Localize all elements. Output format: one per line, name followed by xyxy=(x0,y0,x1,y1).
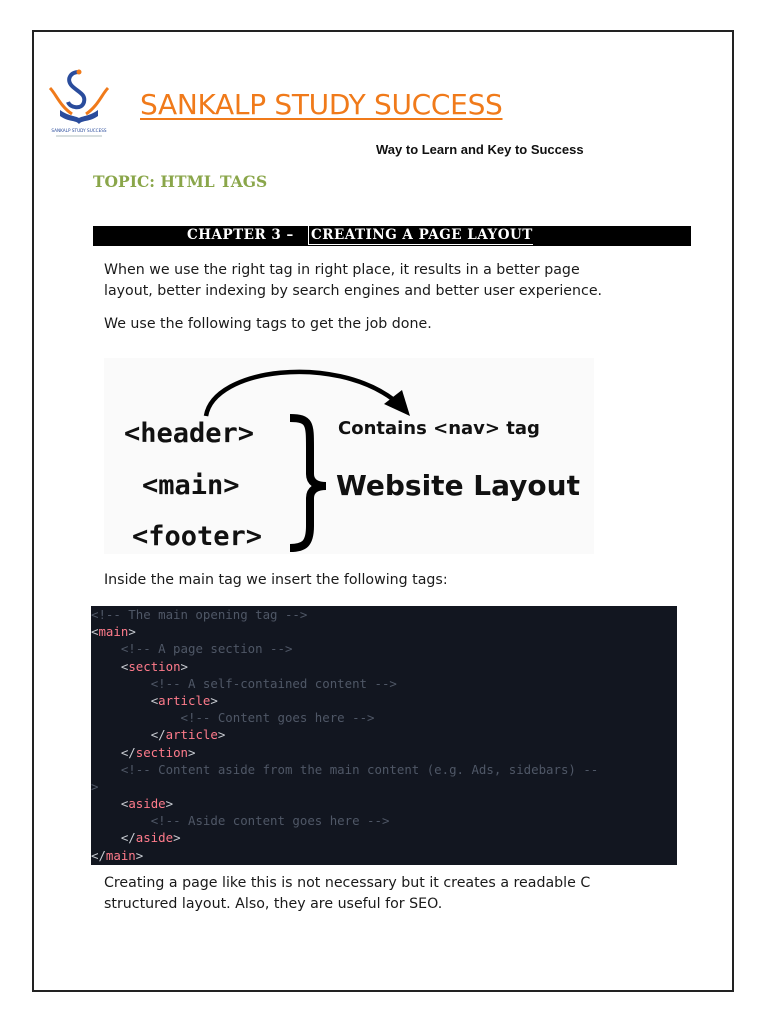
code-block xyxy=(91,606,677,865)
code-comment: <!-- A self-contained content --> xyxy=(150,675,397,691)
closing-line-1: Creating a page like this is not necessary but it creates a readable C xyxy=(104,875,591,891)
code-bracket: > xyxy=(128,624,136,640)
code-bracket: > xyxy=(187,744,196,760)
code-bracket: < xyxy=(91,624,99,640)
diagram-main-tag: <main> xyxy=(142,470,240,501)
code-tag-name: aside xyxy=(135,830,174,846)
code-tag-name: main xyxy=(105,847,136,863)
code-bracket: > xyxy=(210,692,218,708)
code-tag-name: article xyxy=(158,692,211,708)
code-bracket: < xyxy=(120,796,129,812)
code-line xyxy=(91,623,677,640)
tagline: Way to Learn and Key to Success xyxy=(376,142,584,157)
code-bracket: > xyxy=(173,830,181,846)
code-line xyxy=(91,692,677,709)
chapter-banner xyxy=(93,226,691,246)
code-comment: <!-- The main opening tag --> xyxy=(91,607,308,622)
code-bracket: </ xyxy=(150,727,166,743)
code-bracket: < xyxy=(150,692,159,708)
code-comment: > xyxy=(91,778,99,794)
code-line xyxy=(91,658,677,675)
code-comment: <!-- A page section --> xyxy=(120,641,293,657)
code-comment: <!-- Aside content goes here --> xyxy=(150,813,390,829)
code-line xyxy=(91,675,677,692)
code-bracket: > xyxy=(135,847,144,863)
code-comment: <!-- Content goes here --> xyxy=(180,710,375,726)
code-tag-name: section xyxy=(135,744,188,760)
code-bracket: > xyxy=(180,658,188,674)
diagram-header-tag: <header> xyxy=(124,418,255,449)
code-tag-name: section xyxy=(128,658,181,674)
code-bracket: < xyxy=(120,658,129,674)
code-line xyxy=(91,640,677,657)
code-line xyxy=(91,812,677,829)
code-tag-name: article xyxy=(165,727,218,743)
code-line xyxy=(91,761,677,778)
topic-heading: TOPIC: HTML TAGS xyxy=(93,172,268,191)
code-bracket: </ xyxy=(91,847,106,863)
diagram-note: Contains <nav> tag xyxy=(338,418,540,439)
code-bracket: </ xyxy=(120,744,136,760)
brand-title: SANKALP STUDY SUCCESS xyxy=(140,88,503,121)
intro-line-3: We use the following tags to get the job done. xyxy=(104,316,432,332)
code-tag-name: main xyxy=(98,624,129,640)
code-line xyxy=(91,726,677,743)
code-bracket: > xyxy=(217,727,226,743)
intro-line-2: layout, better indexing by search engines and better user experience. xyxy=(104,283,603,299)
diagram-footer-tag: <footer> xyxy=(132,521,263,552)
code-line xyxy=(91,709,677,726)
code-line xyxy=(91,744,677,761)
logo-text: SANKALP STUDY SUCCESS xyxy=(51,128,107,133)
code-line xyxy=(91,778,677,795)
layout-diagram xyxy=(104,358,594,554)
code-line xyxy=(91,847,677,864)
diagram-title: Website Layout xyxy=(336,469,580,502)
code-comment: <!-- Content aside from the main content (e.g. Ads, sidebars) -- xyxy=(120,761,599,777)
code-bracket: > xyxy=(165,796,174,812)
logo xyxy=(46,68,112,142)
code-line xyxy=(91,795,677,812)
code-line xyxy=(91,606,677,623)
code-tag-name: aside xyxy=(128,796,166,812)
inside-text: Inside the main tag we insert the following tags: xyxy=(104,572,448,588)
closing-line-2: structured layout. Also, they are useful for SEO. xyxy=(104,896,443,912)
code-bracket: </ xyxy=(120,830,136,846)
intro-line-1: When we use the right tag in right place, it results in a better page xyxy=(104,262,580,278)
chapter-number: CHAPTER 3 – xyxy=(187,227,294,243)
code-line xyxy=(91,829,677,846)
chapter-title: CREATING A PAGE LAYOUT xyxy=(308,226,533,245)
